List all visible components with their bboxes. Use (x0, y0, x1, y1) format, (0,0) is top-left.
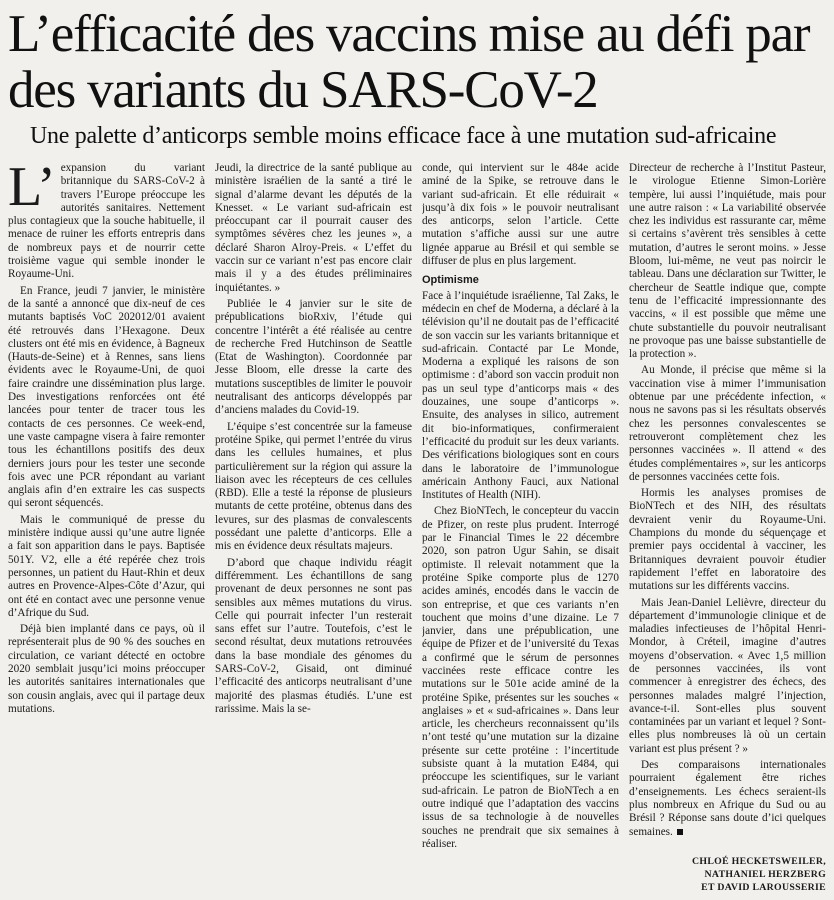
paragraph: Au Monde, il précise que même si la vaccination vise à mimer l’immunisation obtenue par une précédente infection, « nous ne savons pas si les résultats observés chez les personnes convalescentes se retrouveront complètement chez les personnes vaccinées ». Il attend « des études complémentaires », sur les anticorps de personnes vaccinées cette fois. (629, 364, 826, 483)
subheadline: Une palette d’anticorps semble moins efficace face à une mutation sud-africaine (30, 123, 777, 149)
paragraph-text: expansion du variant britannique du SARS-CoV-2 à travers l’Europe préoccupe les autorités sanitaires. Nettement plus contagieux que la souche habituelle, il menace de ruiner les efforts entrepris dans de nombreux pays et de nourrir cette troisième vague qui semble inonder le Royaume-Uni. (8, 162, 205, 281)
paragraph: Chez BioNTech, le concepteur du vaccin de Pfizer, on reste plus prudent. Interrogé par le Financial Times le 22 décembre 2020, son patron Ugur Sahin, se disait optimiste. Il relevait notamment que la protéine Spike comporte plus de 1270 acides aminés, encodés dans le vaccin de son entreprise, et que ces variants n’en touchent que moins d’une dizaine. Le 7 janvier, dans une prépublication, une équipe de Pfizer et de l’université du Texas a confirmé que le sérum de personnes vaccinées reste efficace contre les mutations sur le 501e acide aminé de la protéine Spike, présentes sur les souches « anglaises » et « sud-africaines ». Dans leur article, les chercheurs reconnaissent qu’ils n’ont testé qu’une mutation sur la dizaine présente sur cette protéine : l’incertitude subsiste quant à la mutation E484, qui préoccupe les scientifiques, sur le variant sud-africain. Le patron de BioNTech a en outre indiqué que l’adaptation des vaccins issus de sa technologie à de nouvelles souches ne prendrait que six semaines à réaliser. (422, 505, 619, 850)
paragraph: Jeudi, la directrice de la santé publique au ministère israélien de la santé a tiré le signal d’alarme devant les députés de la Knesset. « Le variant sud-africain est préoccupant car il pourrait causer des symptômes sévères chez les jeunes », a déclaré Sharon Alroy-Preis. « L’effet du vaccin sur ce variant n’est pas encore clair mais il y a des études préliminaires inquiétantes. » (215, 162, 412, 294)
article-columns (8, 162, 826, 894)
paragraph: Mais le communiqué de presse du ministère indique aussi qu’une autre lignée a fait son apparition dans le pays. Baptisée 501Y. V2, elle a été repérée chez trois personnes, un patient du Haut-Rhin et deux autres en Provence-Alpes-Côte d’Azur, qui ont été en contact avec une personne venue d’Afrique du Sud. (8, 513, 205, 619)
paragraph: Déjà bien implanté dans ce pays, où il représenterait plus de 90 % des souches en circulation, ce variant détecté en octobre 2020 semblait jusqu’ici moins préoccuper les autorités sanitaires internationales que son cousin anglais, avec qui il partage deux mutations. (8, 623, 205, 715)
paragraph: Directeur de recherche à l’Institut Pasteur, le virologue Etienne Simon-Lorière tempère, lui aussi l’inquiétude, mais pour une autre raison : « La variabilité observée chez les individus est rassurante car, même si certains s’avèrent très sensibles à cette mutation, d’autres le seront moins. » Jesse Bloom, lui-même, ne veut pas noircir le tableau. Dans une déclaration sur Twitter, le chercheur de Seattle indique que, compte tenu de l’efficacité impressionnante des vaccins, « il est possible que même une chute substantielle du pouvoir neutralisant ne provoque pas une baisse substantielle de la protection ». (629, 162, 826, 361)
author-name: NATHANIEL HERZBERG (704, 869, 826, 880)
paragraph: Publiée le 4 janvier sur le site de prépublications bioRxiv, l’étude qui concentre l’intérêt a été réalisée au centre de recherche Fred Hutchinson de Seattle (Etat de Washington). Coordonnée par Jesse Bloom, elle dresse la carte des mutations susceptibles de limiter le pouvoir neutralisant des anticorps développés par d’anciens malades du Covid-19. (215, 297, 412, 417)
section-subtitle: Optimisme (422, 274, 479, 287)
paragraph: En France, jeudi 7 janvier, le ministère de la santé a annoncé que dix-neuf de ces mutants baptisés VoC 202012/01 avaient été retrouvés dans l’Hexagone. Deux clusters ont été mis en évidence, à Bagneux (Hauts-de-Seine) et à Rennes, sans liens évidents avec le Royaume-Uni, de quoi faire craindre une dissémination plus large. Des investigations renforcées ont été lancées pour tenter de tracer tous les contacts de ces personnes. Ce week-end, une vaste campagne visera à faire remonter tous les échantillons positifs des deux derniers jours pour les tester une seconde fois avec une PCR répondant au variant anglais afin d’en extraire les cas suspects qui seront séquencés. (8, 284, 205, 510)
headline: L’efficacité des vaccins mise au défi par des variants du SARS-CoV-2 (8, 5, 810, 119)
paragraph (629, 759, 826, 839)
paragraph: Mais Jean-Daniel Lelièvre, directeur du département d’immunologie clinique et de maladies infectieuses de l’hôpital Henri-Mondor, à Créteil, imagine d’autres moyens d’observation. « Avec 1,5 million de personnes vaccinées, ils vont commencer à enregistrer des échecs, des personnes malades malgré l’injection, avance-t-il. Sont-elles plus souvent contaminées par un variant et lequel ? Sont-elles plus nombreuses là où un certain variant est plus présent ? » (629, 596, 826, 755)
paragraph (8, 162, 205, 282)
paragraph: L’équipe s’est concentrée sur la fameuse protéine Spike, qui permet l’entrée du virus dans les cellules humaines, et plus particulièrement sur la région qui assure la liaison avec les récepteurs de ces cellules (RBD). Elle a testé la réponse de plusieurs mutants de cette protéine, obtenus dans des levures, sur des plasmas de convalescents possédant une palette d’anticorps. Elle a mis en évidence deux résultats majeurs. (215, 420, 412, 553)
drop-cap: L’ (8, 162, 56, 218)
paragraph: conde, qui intervient sur le 484e acide aminé de la Spike, se retrouve dans le variant sud-africain. Et elle réduirait « jusqu’à dix fois » le pouvoir neutralisant des anticorps, selon l’article. Cette mutation s’affiche aussi sur une autre lignée apparue au Brésil et qui semble se diffuser de plus en plus largement. (422, 162, 619, 268)
paragraph: D’abord que chaque individu réagit différemment. Les échantillons de sang provenant de deux personnes ne sont pas sensibles aux mêmes mutations du virus. Celle qui pourrait infecter l’un resterait sans effet sur l’autre. Toutefois, c’est le second résultat, deux mutations retrouvées dans la base mondiale des génomes du SARS-CoV-2, Gisaid, ont diminué l’efficacité des anticorps neutralisant d’une majorité des plasmas étudiés. L’une est rarissime. Mais la se- (215, 556, 412, 715)
paragraph: Face à l’inquiétude israélienne, Tal Zaks, le médecin en chef de Moderna, a déclaré à la télévision qu’il ne doutait pas de l’efficacité de son vaccin sur les variants britannique et sud-africain. Contacté par Le Monde, Moderna a expliqué les raisons de son optimisme : d’abord son vaccin produit non pas un seul type d’anticorps mais « des douzaines, une soupe d’anticorps ». Ensuite, des analyses in silico, autrement dit bio-informatiques, confirmeraient l’efficacité du produit sur les deux variants. Des vérifications biologiques sont en cours dans le laboratoire de l’immunologue américain Anthony Fauci, aux National Institutes of Health (NIH). (422, 289, 619, 502)
column-2 (215, 162, 412, 894)
column-3 (422, 162, 619, 894)
column-1 (8, 162, 205, 894)
paragraph: Hormis les analyses promises de BioNTech et des NIH, des résultats devraient venir du Royaume-Uni. Champions du monde du séquençage et premier pays occidental à vacciner, les Britanniques devraient pouvoir étudier rapidement l’effet en laboratoire des mutations sur les différents vaccins. (629, 487, 826, 593)
author-name: CHLOÉ HECKETSWEILER, (692, 856, 826, 867)
column-4 (629, 162, 826, 894)
byline (692, 855, 826, 894)
author-name: ET DAVID LAROUSSERIE (701, 882, 826, 893)
paragraph-text: Des comparaisons internationales pourraient également être riches d’enseignements. Les échecs seraient-ils plus nombreux en Afrique du Sud ou au Brésil ? Réponse sans doute d’ici quelques semaines. (629, 759, 826, 838)
end-of-article-square-icon (677, 829, 683, 835)
